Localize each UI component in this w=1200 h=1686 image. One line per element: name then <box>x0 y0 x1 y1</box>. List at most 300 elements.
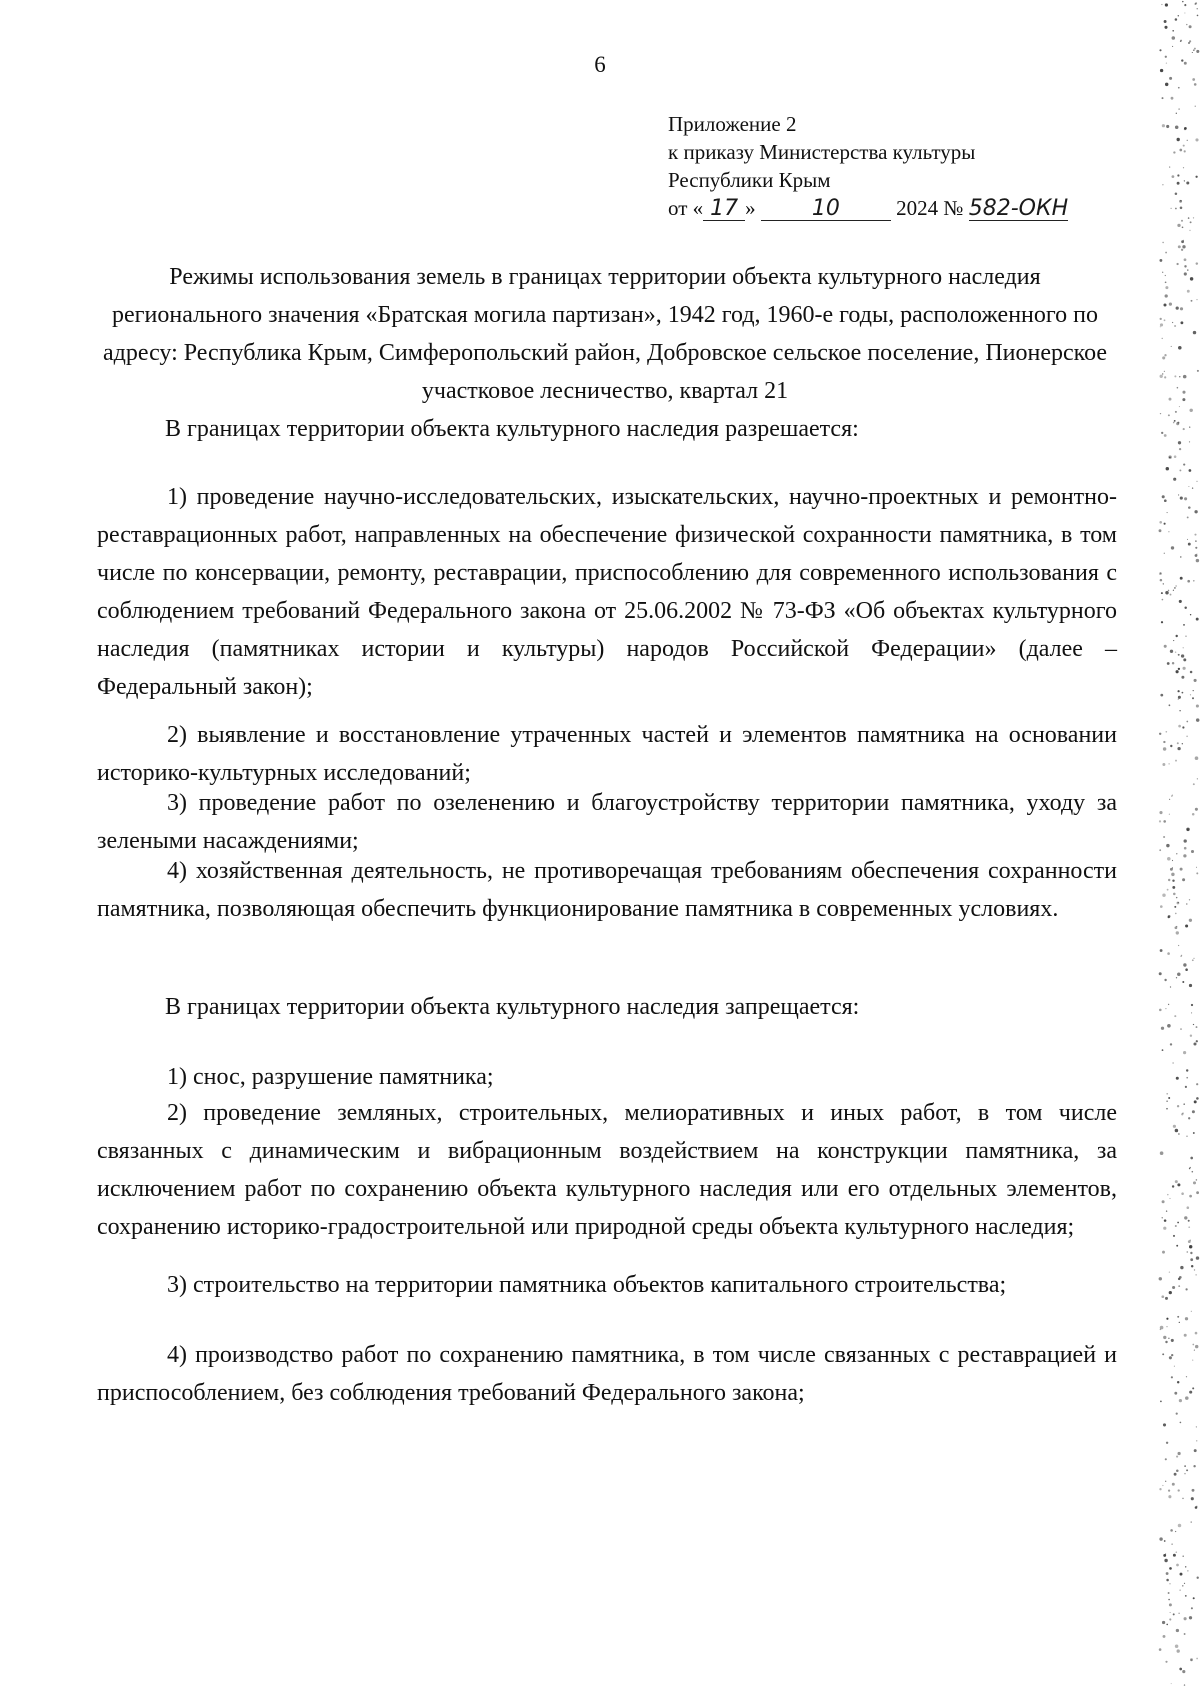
scan-speck <box>1177 1381 1179 1383</box>
scan-speck <box>1189 25 1192 28</box>
scan-speck <box>1189 1246 1191 1248</box>
scan-speck <box>1191 1659 1192 1660</box>
scan-speck <box>1184 839 1187 842</box>
scan-speck <box>1180 41 1181 42</box>
scan-speck <box>1192 52 1193 53</box>
scan-speck <box>1159 1488 1161 1490</box>
scan-speck <box>1171 546 1174 549</box>
scan-speck <box>1183 240 1184 241</box>
scan-speck <box>1160 905 1163 908</box>
scan-speck <box>1183 428 1185 430</box>
scan-speck <box>1170 208 1171 209</box>
scan-speck <box>1187 140 1188 141</box>
allowed-item-3: 3) проведение работ по озеленению и благоустройству территории памятника, уходу за зелеными насаждениями; <box>97 790 1117 854</box>
scan-speck <box>1177 742 1179 744</box>
scan-speck <box>1179 448 1181 450</box>
scan-speck <box>1174 1015 1176 1017</box>
scan-speck <box>1182 1113 1183 1114</box>
scan-speck <box>1187 1570 1188 1571</box>
scan-speck <box>1188 217 1190 219</box>
scan-speck <box>1165 83 1168 86</box>
scan-speck <box>1195 138 1198 141</box>
scan-speck <box>1178 1613 1179 1614</box>
scan-speck <box>1171 1354 1173 1356</box>
scan-speck <box>1181 1192 1184 1195</box>
scan-speck <box>1184 265 1186 267</box>
scan-speck <box>1192 1359 1193 1360</box>
date-quote: » <box>745 196 756 220</box>
scan-speck <box>1160 949 1163 952</box>
scan-speck <box>1160 573 1161 574</box>
scan-speck <box>1174 906 1176 908</box>
scan-speck <box>1180 200 1181 201</box>
scan-speck <box>1190 1240 1191 1241</box>
scan-speck <box>1164 645 1167 648</box>
scan-speck <box>1162 1251 1165 1254</box>
annex-header <box>668 110 1068 222</box>
scan-speck <box>1159 259 1162 262</box>
scan-speck <box>1166 1093 1168 1095</box>
scan-speck <box>1183 1103 1185 1105</box>
scan-speck <box>1170 1529 1173 1532</box>
scan-speck <box>1171 1683 1172 1684</box>
scan-speck <box>1160 318 1162 320</box>
scan-speck <box>1163 836 1165 838</box>
scan-speck <box>1172 860 1173 861</box>
scan-speck <box>1191 1004 1193 1006</box>
scan-speck <box>1167 857 1171 861</box>
scan-speck <box>1176 113 1177 114</box>
scan-speck <box>1168 763 1169 764</box>
scan-speck <box>1176 853 1177 854</box>
scan-speck <box>1192 697 1194 699</box>
scan-speck <box>1188 506 1191 509</box>
scan-speck <box>1184 1216 1187 1219</box>
scan-speck <box>1162 242 1163 243</box>
scan-speck <box>1165 1297 1168 1300</box>
scan-speck <box>1184 272 1187 275</box>
scan-speck <box>1185 636 1186 637</box>
scan-speck <box>1178 15 1179 16</box>
scan-speck <box>1179 1668 1182 1671</box>
scan-speck <box>1172 1062 1173 1063</box>
scan-speck <box>1173 1125 1176 1128</box>
scan-speck <box>1172 46 1173 47</box>
scan-speck <box>1165 1661 1167 1663</box>
date-prefix: от « <box>668 196 704 220</box>
scan-speck <box>1191 1521 1192 1522</box>
scan-speck <box>1196 559 1199 562</box>
scan-speck <box>1194 83 1197 86</box>
order-number: 582-ОКН <box>968 196 1069 221</box>
scan-speck <box>1161 1295 1164 1298</box>
scan-speck <box>1168 879 1170 881</box>
prohibited-item-1: 1) снос, разрушение памятника; <box>167 1064 494 1090</box>
scan-speck <box>1159 49 1161 51</box>
scan-speck <box>1179 149 1182 152</box>
scan-speck <box>1188 1117 1190 1119</box>
scan-speck <box>1178 902 1179 903</box>
scan-speck <box>1186 903 1187 904</box>
scan-speck <box>1173 590 1174 591</box>
scan-speck <box>1162 272 1163 273</box>
scan-speck <box>1190 277 1193 280</box>
scan-speck <box>1166 4 1167 5</box>
scan-speck <box>1159 811 1162 814</box>
document-title: Режимы использования земель в границах территории объекта культурного наследия регионального значения «Братская могила партизан», 1942 год, 1960-е годы, расположенного по адресу: Республика Крым, Симферопольский район, Добровское сельское поселение, Пионерское участковое лесничество, квартал 21 <box>102 264 1108 404</box>
scan-speck <box>1161 4 1162 5</box>
scan-speck <box>1176 897 1177 898</box>
scan-speck <box>1181 59 1183 61</box>
scan-speck <box>1184 62 1187 65</box>
scan-speck <box>1162 1353 1164 1355</box>
scan-speck <box>1167 662 1170 665</box>
scan-speck <box>1189 1391 1192 1394</box>
scan-speck <box>1165 286 1168 289</box>
scan-speck <box>1171 346 1172 347</box>
scan-speck <box>1186 1376 1187 1377</box>
scan-speck <box>1196 1426 1197 1427</box>
scan-speck <box>1166 1326 1167 1327</box>
scan-speck <box>1168 455 1172 459</box>
scan-speck <box>1196 1083 1198 1085</box>
scan-speck <box>1160 694 1163 697</box>
scan-speck <box>1165 252 1167 254</box>
scan-speck <box>1168 414 1170 416</box>
scan-speck <box>1184 12 1185 13</box>
scan-speck <box>1186 181 1189 184</box>
scan-speck <box>1169 1271 1170 1272</box>
scan-speck <box>1192 487 1193 488</box>
scan-speck <box>1193 1597 1195 1599</box>
scan-speck <box>1166 731 1168 733</box>
scan-speck <box>1173 1613 1175 1615</box>
scan-speck <box>1195 1274 1196 1275</box>
scan-speck <box>1169 814 1170 815</box>
scan-speck <box>1168 590 1170 592</box>
scan-speck <box>1179 376 1180 377</box>
scan-speck <box>1182 245 1185 248</box>
scan-speck <box>1194 1100 1197 1103</box>
scan-speck <box>1167 1024 1171 1028</box>
scan-speck <box>1178 725 1181 728</box>
scan-speck <box>1163 747 1166 750</box>
scan-speck <box>1184 1465 1186 1467</box>
scan-speck <box>1182 981 1184 983</box>
prohibited-item-3: 3) строительство на территории памятника объектов капитального строительства; <box>167 1272 1007 1298</box>
scan-speck <box>1172 662 1174 664</box>
scan-speck <box>1166 1108 1168 1110</box>
scan-speck <box>1190 694 1191 695</box>
scan-speck <box>1175 1129 1179 1133</box>
scan-speck <box>1195 176 1197 178</box>
scan-speck <box>1184 4 1186 6</box>
scan-speck <box>1166 1579 1169 1582</box>
scan-speck <box>1194 1449 1197 1452</box>
scan-speck <box>1166 844 1169 847</box>
scan-speck <box>1178 245 1181 248</box>
scan-speck <box>1195 756 1199 760</box>
scan-speck <box>1159 1277 1162 1280</box>
scan-speck <box>1194 510 1197 513</box>
scan-speck <box>1175 1645 1179 1649</box>
scan-speck <box>1189 441 1190 442</box>
scan-speck <box>1165 3 1168 6</box>
scan-speck <box>1181 220 1183 222</box>
scan-speck <box>1173 1554 1176 1557</box>
scan-speck <box>1182 1498 1184 1500</box>
scan-speck <box>1196 1040 1198 1042</box>
scan-speck <box>1162 1621 1165 1624</box>
scan-speck <box>1190 614 1191 615</box>
scan-speck <box>1196 1256 1199 1259</box>
scan-speck <box>1185 968 1188 971</box>
scan-speck <box>1164 1559 1167 1562</box>
scan-speck <box>1165 1341 1167 1343</box>
scan-speck <box>1160 69 1163 72</box>
scan-speck <box>1196 554 1197 555</box>
scan-speck <box>1197 370 1199 372</box>
scan-speck <box>1160 1151 1164 1155</box>
scan-speck <box>1169 1356 1172 1359</box>
scan-speck <box>1178 696 1181 699</box>
scan-speck <box>1161 592 1163 594</box>
scan-speck <box>1186 828 1189 831</box>
scan-speck <box>1190 1258 1193 1261</box>
scan-speck <box>1172 879 1174 881</box>
scan-speck <box>1173 478 1176 481</box>
scan-speck <box>1169 167 1170 168</box>
scan-speck <box>1173 893 1176 896</box>
scan-speck <box>1191 1012 1192 1013</box>
scan-speck <box>1182 1585 1183 1586</box>
scan-speck <box>1189 1616 1192 1619</box>
scan-speck <box>1189 984 1192 987</box>
scan-speck <box>1183 854 1186 857</box>
scan-speck <box>1193 1024 1194 1025</box>
scan-speck <box>1160 326 1161 327</box>
scan-speck <box>1192 78 1195 81</box>
scan-speck <box>1176 263 1178 265</box>
scan-speck <box>1161 1027 1164 1030</box>
scan-speck <box>1178 1524 1182 1528</box>
scan-speck <box>1169 1583 1170 1584</box>
scan-speck <box>1182 226 1184 228</box>
scan-speck <box>1174 420 1176 422</box>
scan-speck <box>1177 387 1179 389</box>
scan-speck <box>1185 1086 1187 1088</box>
scan-speck <box>1189 409 1192 412</box>
scan-speck <box>1170 1612 1171 1613</box>
scan-speck <box>1176 422 1179 425</box>
scan-speck <box>1165 591 1168 594</box>
scan-speck <box>1171 97 1174 100</box>
scan-speck <box>1182 692 1184 694</box>
scan-speck <box>1164 354 1166 356</box>
scan-speck <box>1185 1396 1189 1400</box>
scan-speck <box>1192 1344 1194 1346</box>
scan-speck <box>1165 1008 1166 1009</box>
scan-speck <box>1162 184 1163 185</box>
date-year: 2024 № <box>896 196 964 220</box>
scan-speck <box>1162 373 1163 374</box>
scan-speck <box>1167 512 1168 513</box>
date-day: 17 <box>703 198 745 221</box>
scan-speck <box>1197 8 1198 9</box>
scan-speck <box>1181 654 1184 657</box>
region-name: Республики Крым <box>668 168 831 192</box>
scan-speck <box>1163 303 1166 306</box>
scan-speck <box>1195 808 1198 811</box>
scan-speck <box>1163 1227 1166 1230</box>
scan-speck <box>1192 1387 1194 1389</box>
scan-speck <box>1166 62 1167 63</box>
scan-speck <box>1179 1589 1180 1590</box>
scan-speck <box>1187 516 1189 518</box>
scan-speck <box>1189 230 1190 231</box>
scan-speck <box>1162 356 1165 359</box>
scan-speck <box>1193 690 1194 691</box>
scan-speck <box>1166 125 1169 128</box>
scan-speck <box>1162 1217 1163 1218</box>
scan-speck <box>1193 783 1195 785</box>
scan-speck <box>1164 26 1167 29</box>
scan-speck <box>1173 422 1175 424</box>
scan-speck <box>1160 1329 1162 1331</box>
scan-speck <box>1166 1624 1168 1626</box>
scan-speck <box>1169 704 1171 706</box>
scan-speck <box>1164 20 1167 23</box>
scan-speck <box>1187 539 1188 540</box>
scan-speck <box>1179 1276 1182 1279</box>
scan-speck <box>1176 1456 1178 1458</box>
scan-speck <box>1164 979 1166 981</box>
scan-speck <box>1184 127 1187 130</box>
scan-speck <box>1178 441 1181 444</box>
scan-speck <box>1180 1028 1182 1030</box>
scan-speck <box>1167 889 1169 891</box>
scan-speck <box>1164 1219 1167 1222</box>
scan-speck <box>1176 931 1179 934</box>
scan-speck <box>1170 1043 1172 1045</box>
scan-speck <box>1196 618 1199 621</box>
scan-speck <box>1184 1617 1187 1620</box>
scan-speck <box>1164 553 1165 554</box>
scan-speck <box>1177 690 1179 692</box>
scan-speck <box>1183 145 1185 147</box>
scan-speck <box>1190 1167 1191 1168</box>
scan-speck <box>1196 1440 1197 1441</box>
scan-speck <box>1186 735 1188 737</box>
scan-speck <box>1166 1442 1168 1444</box>
scan-speck <box>1162 338 1163 339</box>
scan-speck <box>1187 269 1188 270</box>
scan-speck <box>1183 1051 1186 1054</box>
scan-speck <box>1166 1318 1168 1320</box>
scan-speck <box>1164 523 1166 525</box>
scan-speck <box>1176 1413 1178 1415</box>
allowed-item-2: 2) выявление и восстановление утраченных частей и элементов памятника на основании историко-культурных исследований; <box>97 722 1117 786</box>
scan-speck <box>1185 1288 1187 1290</box>
scan-speck <box>1172 30 1174 32</box>
scan-speck <box>1162 893 1165 896</box>
scan-speck <box>1176 1551 1177 1552</box>
scan-speck <box>1177 138 1180 141</box>
scan-speck <box>1165 1553 1166 1554</box>
scan-speck <box>1178 945 1179 946</box>
scan-speck <box>1174 1366 1175 1367</box>
scan-speck <box>1171 873 1174 876</box>
scan-speck <box>1190 1035 1192 1037</box>
scan-speck <box>1182 391 1185 394</box>
scan-speck <box>1192 813 1195 816</box>
scan-speck <box>1180 577 1183 580</box>
scan-speck <box>1162 124 1165 127</box>
scan-speck <box>1176 306 1179 309</box>
scan-speck <box>1178 654 1180 656</box>
scan-speck <box>1170 986 1171 987</box>
scan-speck <box>1183 658 1186 661</box>
scan-speck <box>1160 1401 1162 1403</box>
scan-speck <box>1167 1194 1169 1196</box>
scan-speck <box>1197 1577 1199 1579</box>
scan-speck <box>1179 1399 1182 1402</box>
prohibited-heading: В границах территории объекта культурного наследия запрещается: <box>165 994 860 1020</box>
scan-speck <box>1182 1555 1183 1556</box>
scan-speck <box>1190 1157 1193 1160</box>
scan-speck <box>1180 321 1183 324</box>
scan-speck <box>1189 899 1190 900</box>
scan-speck <box>1177 1105 1179 1107</box>
scan-speck <box>1196 1179 1198 1181</box>
scan-speck <box>1172 1286 1175 1289</box>
scan-speck <box>1165 275 1166 276</box>
scan-speck <box>1169 77 1172 80</box>
scan-speck <box>1191 300 1193 302</box>
scan-speck <box>1176 1564 1179 1567</box>
scan-speck <box>1193 958 1194 959</box>
scan-speck <box>1196 50 1199 53</box>
scan-speck <box>1175 208 1177 210</box>
scan-speck <box>1178 1489 1180 1491</box>
scan-speck <box>1163 820 1166 823</box>
scan-speck <box>1180 1266 1183 1269</box>
scan-speck <box>1185 924 1188 927</box>
scan-speck <box>1177 174 1179 176</box>
scan-speck <box>1182 743 1183 744</box>
scan-speck <box>1162 763 1165 766</box>
scan-speck <box>1172 867 1173 868</box>
scan-speck <box>1167 952 1170 955</box>
scan-speck <box>1184 497 1187 500</box>
scan-speck <box>1171 1543 1173 1545</box>
scan-speck <box>1175 760 1177 762</box>
scan-speck <box>1174 375 1176 377</box>
scan-speck <box>1163 1336 1166 1339</box>
scan-speck <box>1172 1185 1174 1187</box>
scan-speck <box>1177 1452 1180 1455</box>
scan-speck <box>1164 499 1167 502</box>
scan-speck <box>1159 529 1162 532</box>
scan-speck <box>1161 621 1163 623</box>
scan-speck <box>1179 1322 1180 1323</box>
scan-speck <box>1196 1026 1198 1028</box>
scan-speck <box>1181 249 1183 251</box>
scan-speck <box>1187 290 1190 293</box>
scan-edge-noise <box>1140 0 1200 1686</box>
scan-speck <box>1162 1485 1163 1486</box>
scan-speck <box>1194 3 1196 5</box>
